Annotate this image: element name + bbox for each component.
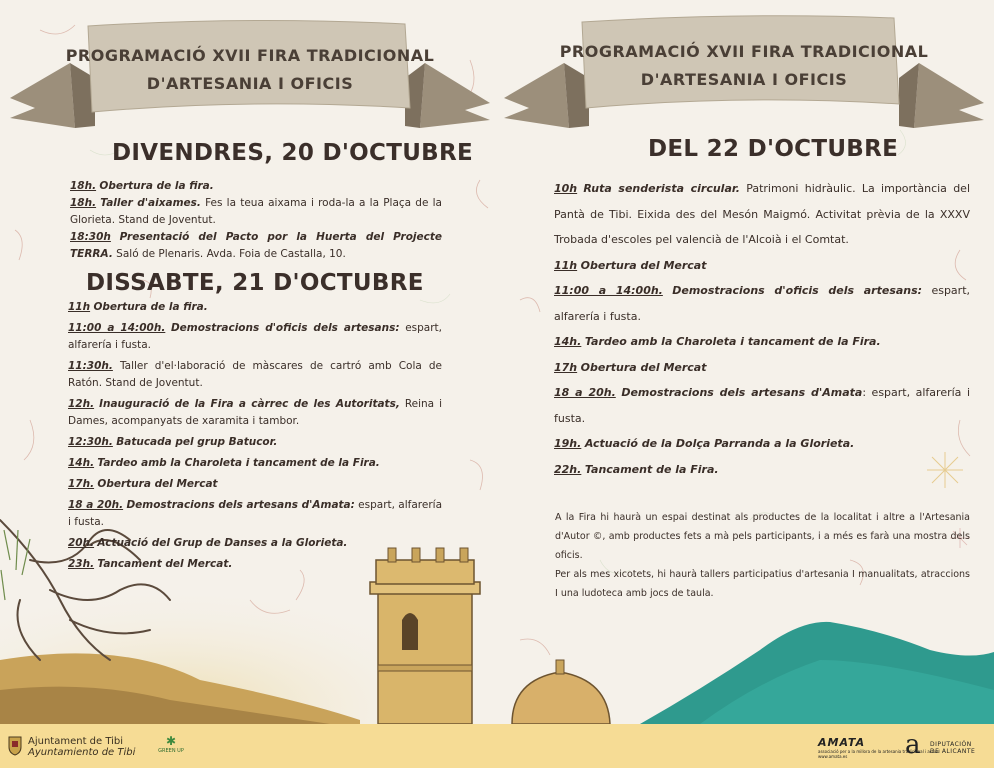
event-description: Fes la teua aixama i roda-la a la Plaça de la Glorieta. Stand de Joventut. — [70, 197, 442, 226]
sunday-title: DEL 22 D'OCTUBRE — [648, 136, 899, 162]
event-title: Inauguració de la Fira a càrrec de les Autoritats, — [99, 398, 400, 410]
amata-logo — [818, 736, 940, 759]
event-title: Actuació de la Dolça Parranda a la Glorieta. — [584, 437, 855, 450]
list-item — [68, 434, 442, 451]
event-time: 23h. — [68, 558, 95, 570]
list-item — [68, 299, 442, 316]
event-title: Actuació del Grup de Danses a la Glorieta. — [97, 537, 348, 549]
event-time: 22h. — [554, 462, 582, 476]
event-title: Ruta senderista circular. — [583, 182, 740, 195]
event-description: : espart, alfarería i fusta. — [554, 386, 971, 425]
event-time: 17h. — [68, 478, 95, 490]
event-description: Saló de Plenaris. Avda. Foia de Castalla, 10. — [116, 248, 346, 260]
event-title: Taller d'aixames. — [100, 197, 201, 209]
event-time: 11h — [554, 258, 578, 272]
note-paragraph: Per als mes xicotets, hi haurà tallers participatius d'artesania I manualitats, atraccions I una ludoteca amb jocs de taula. — [555, 569, 970, 599]
tibi-line-2: Ayuntamiento de Tibi — [28, 747, 136, 758]
event-title: Demostracions dels artesans d'Amata — [621, 386, 863, 399]
friday-title: DIVENDRES, 20 D'OCTUBRE — [112, 140, 474, 166]
banner-right — [494, 8, 994, 138]
tibi-logo — [28, 736, 135, 758]
list-item — [70, 229, 442, 263]
event-time: 12:30h. — [68, 436, 113, 448]
amata-url: www.amata.es — [818, 754, 848, 759]
diputacion-logo-icon: a — [905, 730, 921, 760]
list-item — [68, 497, 442, 531]
sunday-schedule — [554, 176, 970, 482]
sponsor-footer — [0, 724, 994, 768]
event-title: Tardeo amb la Charoleta i tancament de la Fira. — [97, 457, 380, 469]
saturday-title: DISSABTE, 21 D'OCTUBRE — [86, 270, 424, 296]
list-item — [68, 396, 442, 430]
greenup-label: GREEN UP — [158, 748, 184, 754]
list-item — [70, 195, 442, 229]
saturday-schedule — [68, 299, 442, 577]
amata-subtitle: associació per a la millora de la artesania tradicional i actual — [818, 749, 940, 754]
event-title: Obertura del Mercat — [580, 258, 707, 272]
list-item — [68, 455, 442, 472]
note-paragraph: A la Fira hi haurà un espai destinat als productes de la localitat i altre a l'Artesania d'Autor ©, amb productes fets a mà pels participants, i a més es farà una mostra dels oficis. — [555, 512, 970, 561]
event-time: 11:00 a 14:00h. — [554, 284, 663, 297]
list-item — [70, 178, 442, 195]
banner-left — [0, 8, 500, 138]
list-item — [68, 476, 442, 493]
event-time: 11h — [68, 301, 91, 313]
diputacion-line-1: DIPUTACIÓN — [930, 741, 972, 748]
event-title: Demostracions dels artesans d'Amata: — [126, 499, 355, 511]
list-item — [554, 329, 970, 355]
event-time: 18:30h — [70, 231, 111, 243]
event-time: 19h. — [554, 437, 582, 450]
event-title: Obertura de la fira. — [99, 180, 214, 192]
event-description: Patrimoni hidràulic. La importància del Pantà de Tibi. Eixida des del Mesón Maigmó. Activitat prèvia de la XXXV Trobada d'escoles pel valencià de l'Alcoià i el Comtat. — [554, 182, 971, 246]
list-item — [68, 535, 442, 552]
event-description: Reina i Dames, acompanyats de xaramita i tambor. — [68, 398, 443, 427]
event-time: 18 a 20h. — [554, 386, 616, 399]
list-item — [68, 556, 442, 573]
event-title: Obertura del Mercat — [97, 478, 218, 490]
list-item — [554, 457, 970, 483]
event-time: 17h — [554, 360, 578, 374]
event-time: 14h. — [68, 457, 95, 469]
event-title: Demostracions d'oficis dels artesans: — [170, 322, 400, 334]
banner-title — [494, 38, 994, 94]
tibi-line-1: Ajuntament de Tibi — [28, 736, 124, 747]
event-title: Obertura del Mercat — [580, 360, 707, 374]
event-title: Presentació del Pacto por la Huerta del Projecte TERRA. — [70, 231, 442, 260]
greenup-icon: ✱ — [165, 734, 177, 748]
list-item — [68, 320, 442, 354]
event-description: Taller d'el·laboració de màscares de cartró amb Cola de Ratón. Stand de Joventut. — [68, 360, 442, 389]
amata-wordmark: AMATA — [818, 736, 866, 749]
greenup-logo — [158, 734, 184, 754]
list-item — [554, 278, 970, 329]
event-title: Batucada pel grup Batucor. — [116, 436, 278, 448]
banner-line-1: PROGRAMACIÓ XVII FIRA TRADICIONAL — [559, 42, 929, 61]
list-item — [68, 358, 442, 392]
event-title: Tardeo amb la Charoleta i tancament de la Fira. — [584, 335, 881, 348]
event-title: Tancament de la Fira. — [584, 462, 719, 476]
event-time: 18h. — [70, 197, 97, 209]
list-item — [554, 380, 970, 431]
banner-line-2: D'ARTESANIA I OFICIS — [146, 74, 354, 93]
banner-line-2: D'ARTESANIA I OFICIS — [640, 70, 848, 89]
diputacion-logo — [930, 741, 975, 755]
event-time: 10h — [554, 182, 578, 195]
banner-line-1: PROGRAMACIÓ XVII FIRA TRADICIONAL — [65, 46, 435, 65]
event-time: 18 a 20h. — [68, 499, 124, 511]
event-time: 20h. — [68, 537, 95, 549]
event-title: Obertura de la fira. — [93, 301, 208, 313]
list-item — [554, 431, 970, 457]
event-title: Tancament del Mercat. — [97, 558, 233, 570]
event-time: 11:30h. — [68, 360, 113, 372]
event-title: Demostracions d'oficis dels artesans: — [672, 284, 923, 297]
event-time: 18h. — [70, 180, 97, 192]
event-time: 12h. — [68, 398, 95, 410]
list-item — [554, 176, 970, 253]
friday-schedule — [70, 178, 442, 267]
list-item — [554, 253, 970, 279]
event-description: espart, alfarería i fusta. — [554, 284, 971, 323]
banner-title — [0, 42, 500, 98]
fair-notes — [555, 508, 970, 603]
event-time: 14h. — [554, 335, 582, 348]
event-description: espart, alfarería i fusta. — [68, 322, 442, 351]
list-item — [554, 355, 970, 381]
tibi-shield-icon — [8, 736, 22, 756]
event-description: espart, alfarería i fusta. — [68, 499, 443, 528]
diputacion-line-2: DE ALICANTE — [930, 748, 976, 755]
event-time: 11:00 a 14:00h. — [68, 322, 166, 334]
